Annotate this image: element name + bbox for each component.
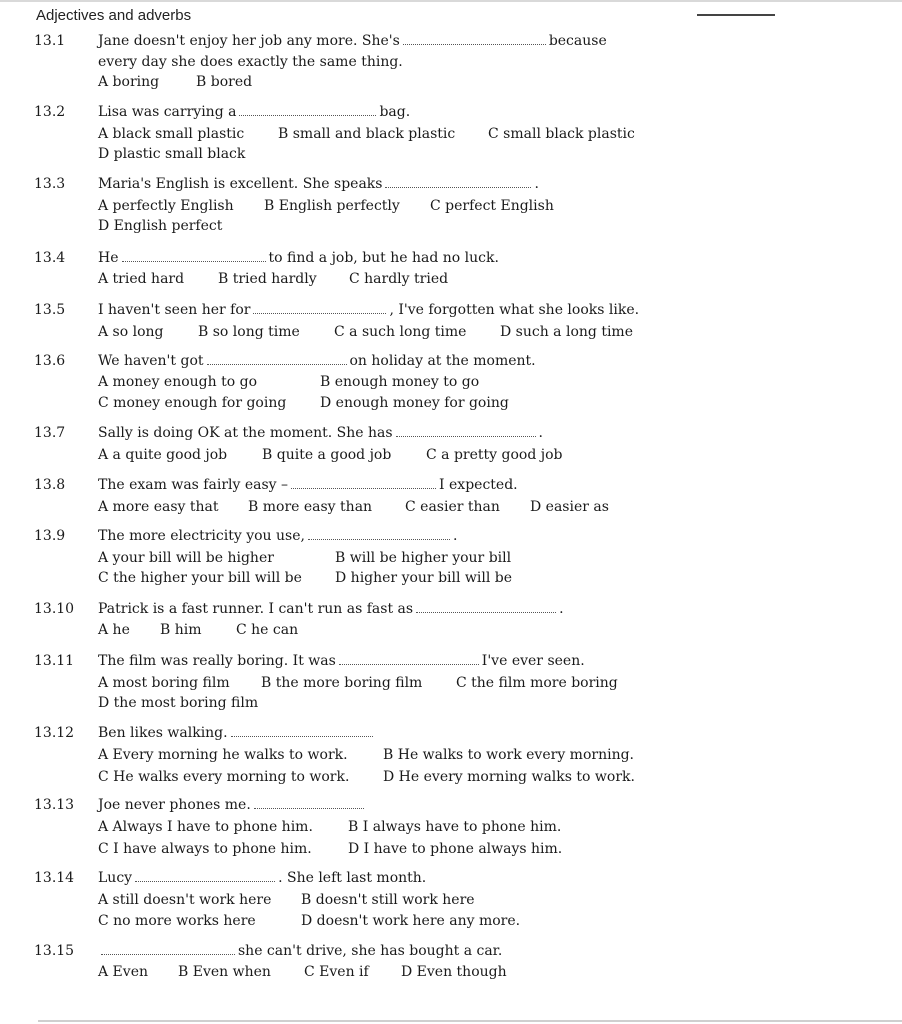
question-number: 13.10 [34, 601, 75, 617]
option-row [98, 322, 738, 343]
answer-option[interactable]: B him [160, 622, 202, 638]
question-number: 13.1 [34, 33, 66, 49]
stem-text-before: Joe never phones me. [98, 797, 251, 813]
answer-option[interactable]: B English perfectly [264, 198, 400, 214]
stem-text-after: . [452, 528, 458, 544]
answer-option[interactable]: B bored [196, 74, 253, 90]
option-row [98, 890, 738, 911]
answer-option[interactable]: B doesn't still work here [301, 892, 475, 908]
answer-option[interactable]: A your bill will be higher [98, 550, 274, 566]
question-number: 13.13 [34, 797, 75, 813]
answer-blank[interactable] [135, 871, 275, 882]
answer-option[interactable]: A tried hard [98, 271, 185, 287]
question-number: 13.6 [34, 353, 66, 369]
question-stem [98, 475, 698, 496]
answer-blank[interactable] [339, 654, 479, 665]
question-stem [98, 248, 698, 269]
option-row [98, 911, 738, 932]
answer-blank[interactable] [239, 105, 376, 116]
question-stem [98, 174, 698, 195]
question-stem [98, 599, 698, 620]
answer-option[interactable]: A he [98, 622, 130, 638]
stem-text-after: to find a job, but he had no luck. [268, 250, 499, 266]
option-row [98, 393, 738, 414]
option-row [98, 767, 738, 788]
answer-option[interactable]: D easier as [530, 499, 609, 515]
answer-blank[interactable] [254, 798, 364, 809]
stem-text-before: Sally is doing OK at the moment. She has [98, 425, 393, 441]
answer-blank[interactable] [122, 251, 266, 262]
question-stem [98, 31, 698, 52]
question-item [0, 651, 902, 711]
question-item [0, 351, 902, 411]
question-number: 13.9 [34, 528, 66, 544]
answer-option[interactable]: D such a long time [500, 324, 633, 340]
question-stem [98, 351, 698, 372]
option-row [98, 962, 738, 983]
question-stem [98, 868, 698, 889]
answer-option[interactable]: D Even though [401, 964, 507, 980]
option-row [98, 196, 738, 217]
answer-option[interactable]: D plastic small black [98, 146, 246, 162]
question-item [0, 174, 902, 234]
answer-blank[interactable] [291, 478, 436, 489]
question-number: 13.2 [34, 104, 66, 120]
answer-option[interactable]: B small and black plastic [278, 126, 456, 142]
stem-text-before: Jane doesn't enjoy her job any more. She's [98, 33, 400, 49]
stem-text-before: He [98, 250, 119, 266]
answer-option[interactable]: B enough money to go [320, 374, 480, 390]
question-item [0, 795, 902, 857]
question-item [0, 423, 902, 463]
question-stem [98, 723, 698, 744]
answer-option[interactable]: D higher your bill will be [335, 570, 513, 586]
answer-blank[interactable] [385, 177, 531, 188]
question-item [0, 526, 902, 586]
option-row [98, 745, 738, 766]
option-row [98, 839, 738, 860]
answer-option[interactable]: C no more works here [98, 913, 256, 929]
answer-blank[interactable] [416, 602, 556, 613]
stem-text-before: Maria's English is excellent. She speaks [98, 176, 383, 192]
answer-option[interactable]: D I have to phone always him. [348, 841, 563, 857]
answer-option[interactable]: A black small plastic [98, 126, 245, 142]
stem-text-after: bag. [379, 104, 411, 120]
answer-blank[interactable] [253, 303, 386, 314]
question-stem [98, 102, 698, 123]
option-row [98, 269, 738, 290]
answer-blank[interactable] [396, 426, 536, 437]
answer-option[interactable]: A a quite good job [98, 447, 228, 463]
stem-text-after: . She left last month. [278, 870, 427, 886]
answer-option[interactable]: D the most boring film [98, 695, 259, 711]
stem-text-before: Lisa was carrying a [98, 104, 237, 120]
answer-blank[interactable] [101, 944, 235, 955]
answer-option[interactable]: C a such long time [334, 324, 467, 340]
answer-option[interactable]: C He walks every morning to work. [98, 769, 350, 785]
answer-option[interactable]: C the higher your bill will be [98, 570, 302, 586]
option-row [98, 817, 738, 838]
header-rule [697, 14, 775, 16]
top-border [0, 0, 902, 2]
answer-option[interactable]: B more easy than [248, 499, 373, 515]
question-number: 13.8 [34, 477, 66, 493]
option-row [98, 144, 738, 165]
answer-option[interactable]: D English perfect [98, 218, 223, 234]
answer-blank[interactable] [231, 726, 373, 737]
question-stem [98, 300, 698, 321]
answer-option[interactable]: A Even [98, 964, 148, 980]
answer-blank[interactable] [308, 529, 450, 540]
answer-option[interactable]: A Every morning he walks to work. [98, 747, 348, 763]
question-item [0, 248, 902, 287]
stem-text-before: Patrick is a fast runner. I can't run as fast as [98, 601, 414, 617]
option-row [98, 124, 738, 145]
question-number: 13.12 [34, 725, 75, 741]
answer-option[interactable]: B He walks to work every morning. [383, 747, 635, 763]
question-number: 13.14 [34, 870, 75, 886]
answer-option[interactable]: A boring [98, 74, 160, 90]
answer-option[interactable]: C money enough for going [98, 395, 287, 411]
answer-option[interactable]: A so long [98, 324, 164, 340]
answer-option[interactable]: A Always I have to phone him. [98, 819, 313, 835]
answer-option[interactable]: C I have always to phone him. [98, 841, 312, 857]
question-stem [98, 526, 698, 547]
answer-option[interactable]: D He every morning walks to work. [383, 769, 635, 785]
question-number: 13.4 [34, 250, 66, 266]
question-number: 13.7 [34, 425, 66, 441]
question-stem [98, 795, 698, 816]
answer-option[interactable]: A most boring film [98, 675, 230, 691]
stem-text-before: The film was really boring. It was [98, 653, 336, 669]
answer-option[interactable]: B the more boring film [261, 675, 423, 691]
answer-blank[interactable] [207, 354, 347, 365]
stem-text-before: The exam was fairly easy – [98, 477, 289, 493]
question-number: 13.11 [34, 653, 75, 669]
option-row [98, 693, 738, 714]
option-row [98, 568, 738, 589]
question-number: 13.3 [34, 176, 66, 192]
answer-option[interactable]: C easier than [405, 499, 500, 515]
answer-option[interactable]: B quite a good job [262, 447, 392, 463]
answer-option[interactable]: C small black plastic [488, 126, 635, 142]
answer-option[interactable]: C the film more boring [456, 675, 618, 691]
question-number: 13.15 [34, 943, 75, 959]
answer-option[interactable]: A more easy that [98, 499, 219, 515]
page-title: Adjectives and adverbs [36, 7, 192, 24]
question-item [0, 102, 902, 162]
stem-text-before: Lucy [98, 870, 133, 886]
stem-text-after: I've ever seen. [481, 653, 585, 669]
option-row [98, 372, 738, 393]
answer-option[interactable]: A perfectly English [98, 198, 234, 214]
option-row [98, 620, 738, 641]
question-number: 13.5 [34, 302, 66, 318]
stem-text-before: The more electricity you use, [98, 528, 305, 544]
question-item [0, 475, 902, 515]
question-stem [98, 423, 698, 444]
answer-option[interactable]: D doesn't work here any more. [301, 913, 521, 929]
answer-option[interactable]: C Even if [304, 964, 369, 980]
stem-text-after: . [534, 176, 539, 192]
answer-option[interactable]: A money enough to go [98, 374, 257, 390]
question-item [0, 31, 902, 90]
answer-option[interactable]: B so long time [198, 324, 300, 340]
bottom-rule [38, 1020, 902, 1022]
stem-text-after: . [559, 601, 564, 617]
question-item [0, 300, 902, 340]
answer-option[interactable]: B will be higher your bill [335, 550, 512, 566]
question-item [0, 941, 902, 980]
stem-text-before: I haven't seen her for [98, 302, 251, 318]
stem-text-after: , I've forgotten what she looks like. [389, 302, 640, 318]
stem-text-after: on holiday at the moment. [349, 353, 536, 369]
stem-text-after: because [548, 33, 607, 49]
question-item [0, 723, 902, 785]
stem-continuation: every day she does exactly the same thing. [98, 54, 403, 70]
option-row [98, 673, 738, 694]
question-item [0, 599, 902, 638]
option-row [98, 548, 738, 569]
answer-option[interactable]: A still doesn't work here [98, 892, 272, 908]
option-row [98, 497, 738, 518]
answer-option[interactable]: B Even when [178, 964, 271, 980]
option-row [98, 216, 738, 237]
question-stem [98, 651, 698, 672]
stem-text-before: We haven't got [98, 353, 204, 369]
option-row [98, 72, 738, 93]
answer-option[interactable]: C perfect English [430, 198, 554, 214]
answer-option[interactable]: C a pretty good job [426, 447, 563, 463]
stem-text-after: I expected. [439, 477, 518, 493]
answer-option[interactable]: B I always have to phone him. [348, 819, 562, 835]
answer-option[interactable]: D enough money for going [320, 395, 509, 411]
stem-text-before: Ben likes walking. [98, 725, 228, 741]
answer-option[interactable]: C hardly tried [349, 271, 449, 287]
question-item [0, 868, 902, 929]
stem-text-after: she can't drive, she has bought a car. [238, 943, 503, 959]
answer-option[interactable]: C he can [236, 622, 299, 638]
question-stem [98, 941, 698, 962]
answer-blank[interactable] [403, 34, 546, 45]
option-row [98, 445, 738, 466]
answer-option[interactable]: B tried hardly [218, 271, 317, 287]
stem-text-after: . [538, 425, 543, 441]
